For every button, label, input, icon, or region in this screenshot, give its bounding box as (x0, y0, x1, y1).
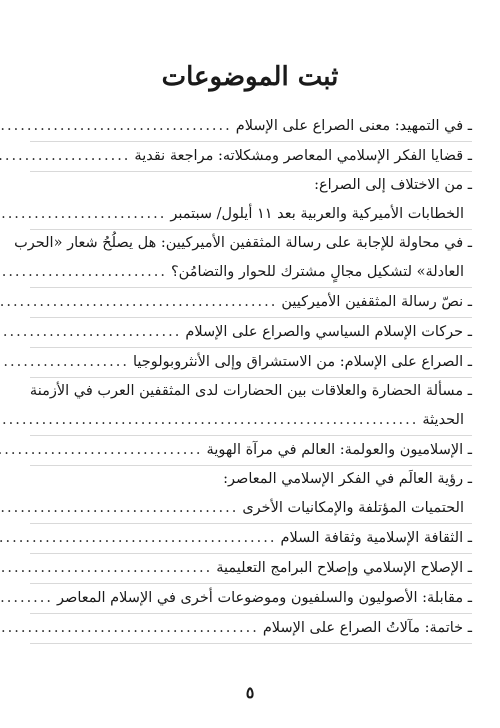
toc-entry-text: الحتميات المؤتلفة والإمكانيات الأخرى (242, 500, 464, 516)
leader-dots (0, 530, 277, 547)
toc-entry (30, 348, 472, 378)
toc-entry-text: ـ نصّ رسالة المثقفين الأميركيين (281, 294, 472, 310)
toc-entry (30, 494, 472, 524)
toc-entry-text: ـ خاتمة: مآلاتُ الصراع على الإسلام (262, 620, 472, 636)
toc-entry-text: ـ الصراع على الإسلام: من الاستشراق وإلى الأنثروبولوجيا (133, 354, 472, 370)
toc-entry-text: الحديثة (422, 412, 464, 428)
toc-entry (30, 112, 472, 142)
leader-dots (0, 294, 277, 311)
toc-entry-text: ـ الثقافة الإسلامية وثقافة السلام (280, 530, 472, 546)
toc-entry-text: ـ الإسلاميون والعولمة: العالم في مرآة الهوية (206, 442, 472, 458)
toc-entry-text: العادلة» لتشكيل مجالٍ مشترك للحوار والتضامُن؟ (170, 264, 464, 280)
toc-entry-text: الخطابات الأميركية والعربية بعد ١١ أيلول/ سبتمبر (170, 206, 464, 222)
toc-entry-text: ـ قضايا الفكر الإسلامي المعاصر ومشكلاته: مراجعة نقدية (134, 148, 472, 164)
toc-entry (30, 378, 472, 406)
toc-entry (30, 318, 472, 348)
leader-dots (0, 324, 181, 341)
toc-entry-text: ـ مسألة الحضارة والعلاقات بين الحضارات لدى المثقفين العرب في الأزمنة (29, 383, 472, 399)
leader-dots (0, 412, 418, 429)
leader-dots (0, 442, 203, 459)
toc-entry (14, 230, 472, 258)
toc-entry (30, 142, 472, 172)
toc-entry (30, 614, 472, 644)
toc-entry-text: ـ من الاختلاف إلى الصراع: (314, 177, 472, 193)
leader-dots (0, 264, 167, 281)
toc-entry-text: ـ في التمهيد: معنى الصراع على الإسلام (235, 118, 472, 134)
toc-entry-text: ـ حركات الإسلام السياسي والصراع على الإسلام (185, 324, 472, 340)
toc-entry (30, 524, 472, 554)
toc-entry (30, 200, 472, 230)
toc-entry (30, 436, 472, 466)
leader-dots (0, 206, 166, 223)
leader-dots (0, 560, 212, 577)
leader-dots (0, 500, 238, 517)
page-title: ثبت الموضوعات (161, 62, 339, 92)
leader-dots (0, 118, 232, 135)
toc-entry-text: ـ الإصلاح الإسلامي وإصلاح البرامج التعليمية (216, 560, 472, 576)
toc-entry (30, 554, 472, 584)
leader-dots (0, 148, 130, 165)
toc-entry (30, 406, 472, 436)
leader-dots (0, 354, 129, 371)
toc-entry (30, 584, 472, 614)
toc-entry (30, 172, 472, 200)
table-of-contents (14, 112, 472, 644)
toc-entry (30, 258, 472, 288)
toc-entry-text: ـ في محاولة للإجابة على رسالة المثقفين الأميركيين: هل يصلُحُ شعار «الحرب (14, 235, 472, 251)
toc-entry (30, 288, 472, 318)
toc-entry-text: ـ رؤية العالَم في الفكر الإسلامي المعاصر: (223, 471, 472, 487)
leader-dots (0, 620, 259, 637)
toc-entry-text: ـ مقابلة: الأصوليون والسلفيون وموضوعات أخرى في الإسلام المعاصر (57, 590, 472, 606)
toc-entry (30, 466, 472, 494)
leader-dots (0, 590, 53, 607)
page-number: ٥ (245, 683, 255, 702)
